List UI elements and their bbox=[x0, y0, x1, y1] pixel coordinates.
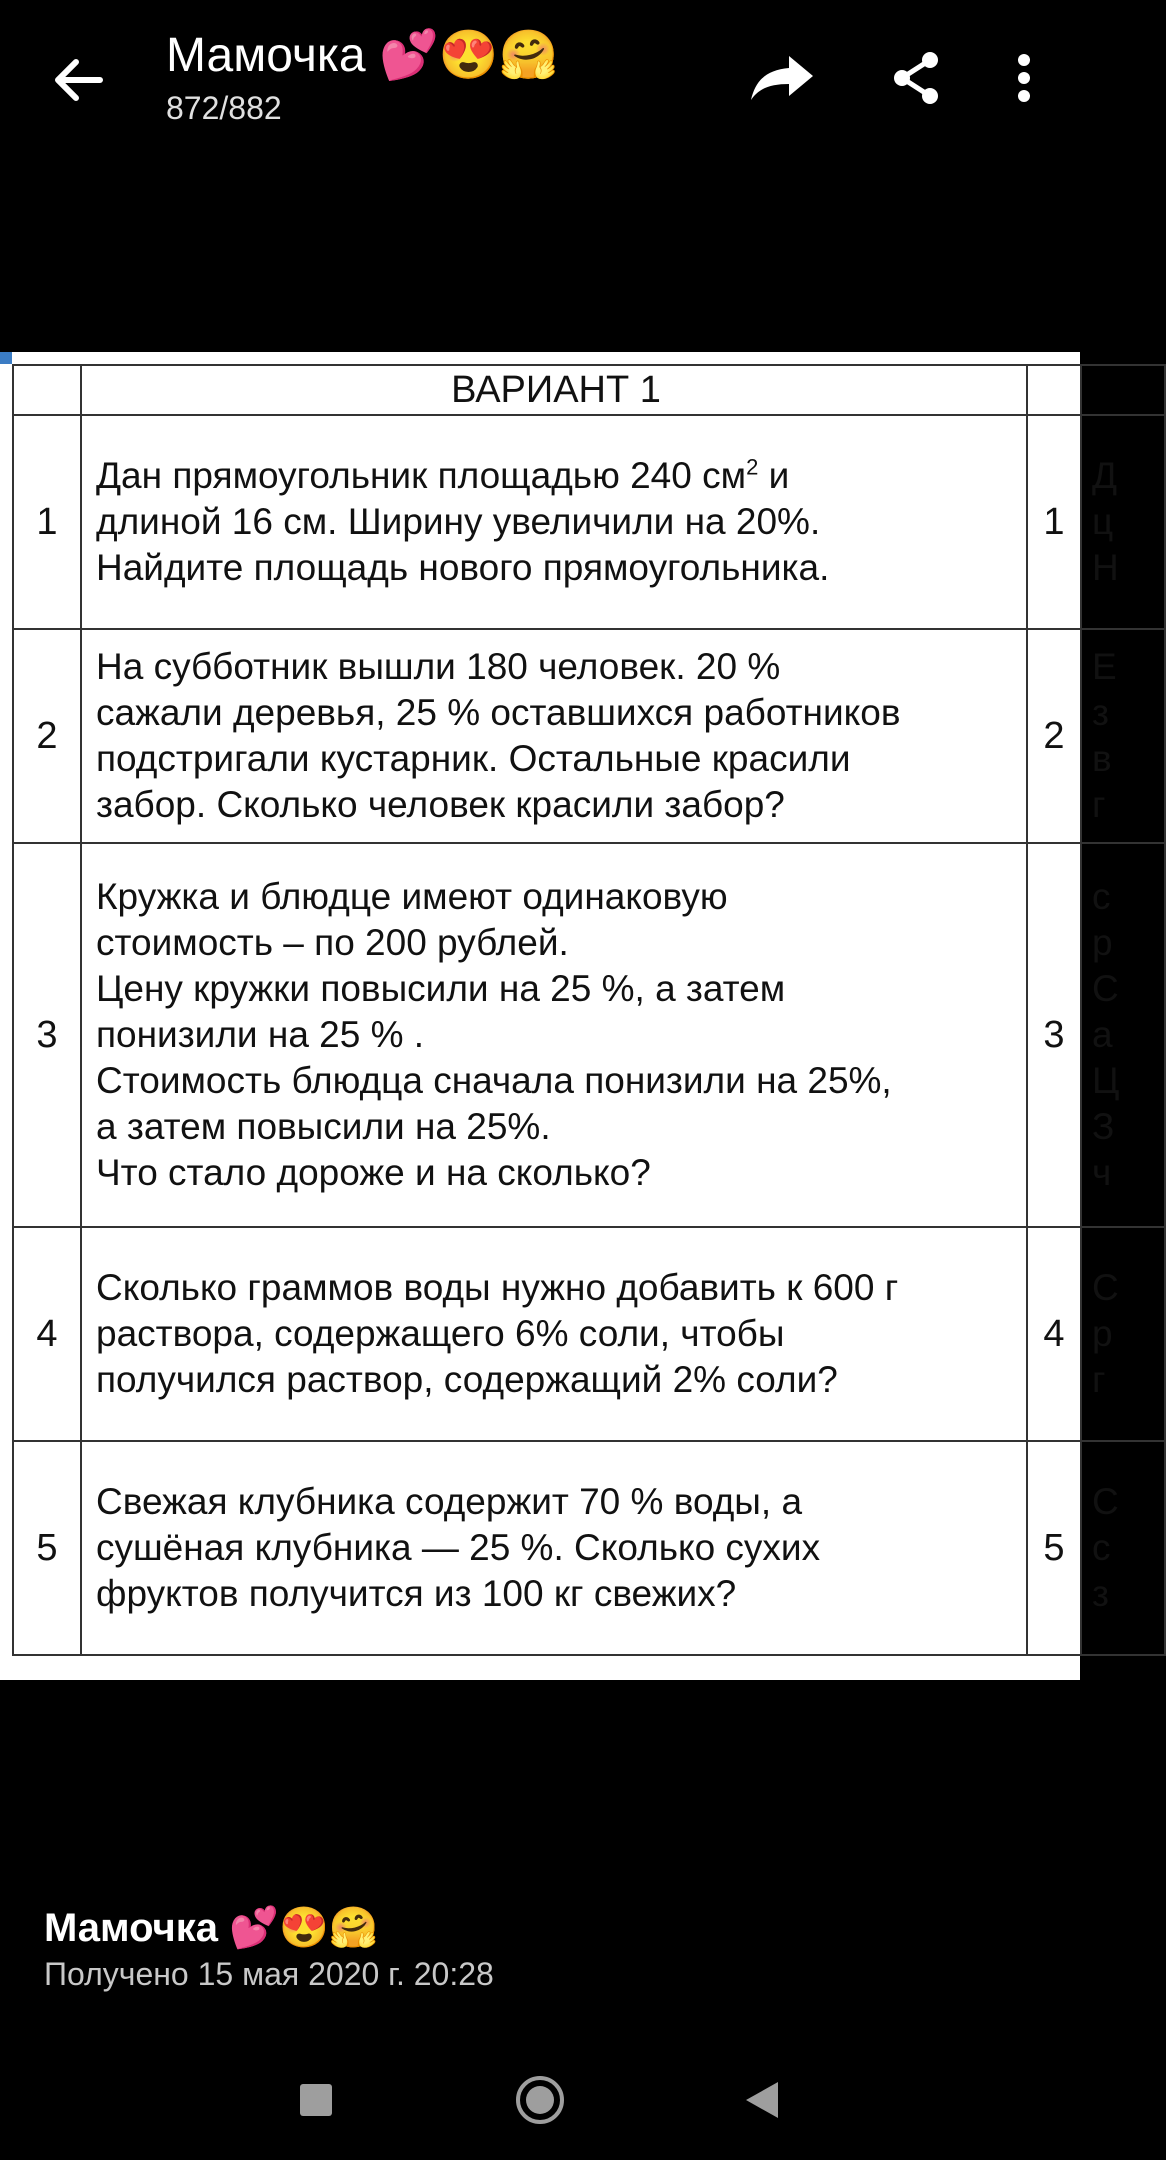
more-vertical-icon bbox=[1017, 53, 1031, 103]
cut-off-text: Д ц Н bbox=[1081, 415, 1165, 629]
recents-icon bbox=[298, 2082, 334, 2118]
sender-name: Мамочка 💕😍🤗 bbox=[44, 1906, 379, 1950]
top-app-bar bbox=[0, 0, 1080, 160]
table-row bbox=[13, 1227, 1165, 1441]
task-line: забор. Сколько человек красили забор? bbox=[96, 784, 785, 825]
media-counter: 872/882 bbox=[166, 90, 282, 126]
chat-title: Мамочка 💕😍🤗 bbox=[166, 29, 559, 82]
task-line: На субботник вышли 180 человек. 20 % bbox=[96, 646, 781, 687]
task-number-variant2: 1 bbox=[1027, 415, 1081, 629]
task-line: понизили на 25 % . bbox=[96, 1014, 425, 1055]
table-row bbox=[13, 843, 1165, 1227]
system-back-button[interactable] bbox=[722, 2060, 802, 2140]
task-number-variant2: 3 bbox=[1027, 843, 1081, 1227]
task-number-variant2: 5 bbox=[1027, 1441, 1081, 1655]
task-line: Что стало дороже и на сколько? bbox=[96, 1152, 651, 1193]
task-number: 5 bbox=[13, 1441, 81, 1655]
task-number: 1 bbox=[13, 415, 81, 629]
task-line: подстригали кустарник. Остальные красили bbox=[96, 738, 851, 779]
task-line: Найдите площадь нового прямоугольника. bbox=[96, 547, 830, 588]
task-text bbox=[81, 1441, 1027, 1655]
table-row bbox=[13, 1441, 1165, 1655]
cut-off-text: с р С а Ц З ч bbox=[1081, 843, 1165, 1227]
task-line: фруктов получится из 100 кг свежих? bbox=[96, 1573, 737, 1614]
photo-viewer-image[interactable] bbox=[0, 352, 1120, 1680]
forward-arrow-icon bbox=[749, 54, 815, 102]
received-timestamp: Получено 15 мая 2020 г. 20:28 bbox=[44, 1956, 494, 1992]
task-number: 2 bbox=[13, 629, 81, 843]
recents-button[interactable] bbox=[276, 2060, 356, 2140]
header-empty-cell bbox=[1081, 365, 1165, 415]
task-line: а затем повысили на 25%. bbox=[96, 1106, 551, 1147]
share-icon bbox=[890, 50, 942, 106]
task-line: Кружка и блюдце имеют одинаковую bbox=[96, 876, 728, 917]
share-button[interactable] bbox=[884, 46, 948, 110]
header-empty-cell bbox=[1027, 365, 1081, 415]
task-line: Стоимость блюдца сначала понизили на 25%, bbox=[96, 1060, 892, 1101]
task-line: Сколько граммов воды нужно добавить к 600 г bbox=[96, 1267, 899, 1308]
worksheet-table bbox=[12, 364, 1166, 1656]
task-line: Свежая клубника содержит 70 % воды, а bbox=[96, 1481, 803, 1522]
header-empty-cell bbox=[13, 365, 81, 415]
task-line: Цену кружки повысили на 25 %, а затем bbox=[96, 968, 786, 1009]
task-number-variant2: 2 bbox=[1027, 629, 1081, 843]
task-line: получился раствор, содержащий 2% соли? bbox=[96, 1359, 838, 1400]
task-text bbox=[81, 1227, 1027, 1441]
image-corner-mark bbox=[0, 352, 12, 364]
home-button[interactable] bbox=[500, 2060, 580, 2140]
task-line: сушёная клубника — 25 %. Сколько сухих bbox=[96, 1527, 821, 1568]
task-number: 3 bbox=[13, 843, 81, 1227]
back-button[interactable] bbox=[48, 50, 108, 110]
arrow-left-icon bbox=[48, 50, 108, 110]
task-line: сажали деревья, 25 % оставшихся работников bbox=[96, 692, 901, 733]
cut-off-text: С р г bbox=[1081, 1227, 1165, 1441]
task-number-variant2: 4 bbox=[1027, 1227, 1081, 1441]
variant-title: ВАРИАНТ 1 bbox=[81, 365, 1027, 415]
task-number: 4 bbox=[13, 1227, 81, 1441]
home-icon bbox=[514, 2074, 566, 2126]
task-text bbox=[81, 843, 1027, 1227]
forward-button[interactable] bbox=[746, 46, 818, 110]
nav-back-icon bbox=[744, 2080, 780, 2120]
more-options-button[interactable] bbox=[1000, 46, 1048, 110]
cut-off-text: С с з bbox=[1081, 1441, 1165, 1655]
title-block bbox=[166, 26, 558, 127]
cut-off-text: Е з в г bbox=[1081, 629, 1165, 843]
task-text bbox=[81, 629, 1027, 843]
system-nav-bar bbox=[0, 2040, 1080, 2160]
task-line: Дан прямоугольник площадью 240 $см^2$ и bbox=[96, 454, 790, 496]
table-header-row bbox=[13, 365, 1165, 415]
table-row bbox=[13, 415, 1165, 629]
task-text bbox=[81, 415, 1027, 629]
task-line: стоимость – по 200 рублей. bbox=[96, 922, 569, 963]
task-line: раствора, содержащего 6% соли, чтобы bbox=[96, 1313, 785, 1354]
task-line: длиной 16 см. Ширину увеличили на 20%. bbox=[96, 501, 821, 542]
table-row bbox=[13, 629, 1165, 843]
